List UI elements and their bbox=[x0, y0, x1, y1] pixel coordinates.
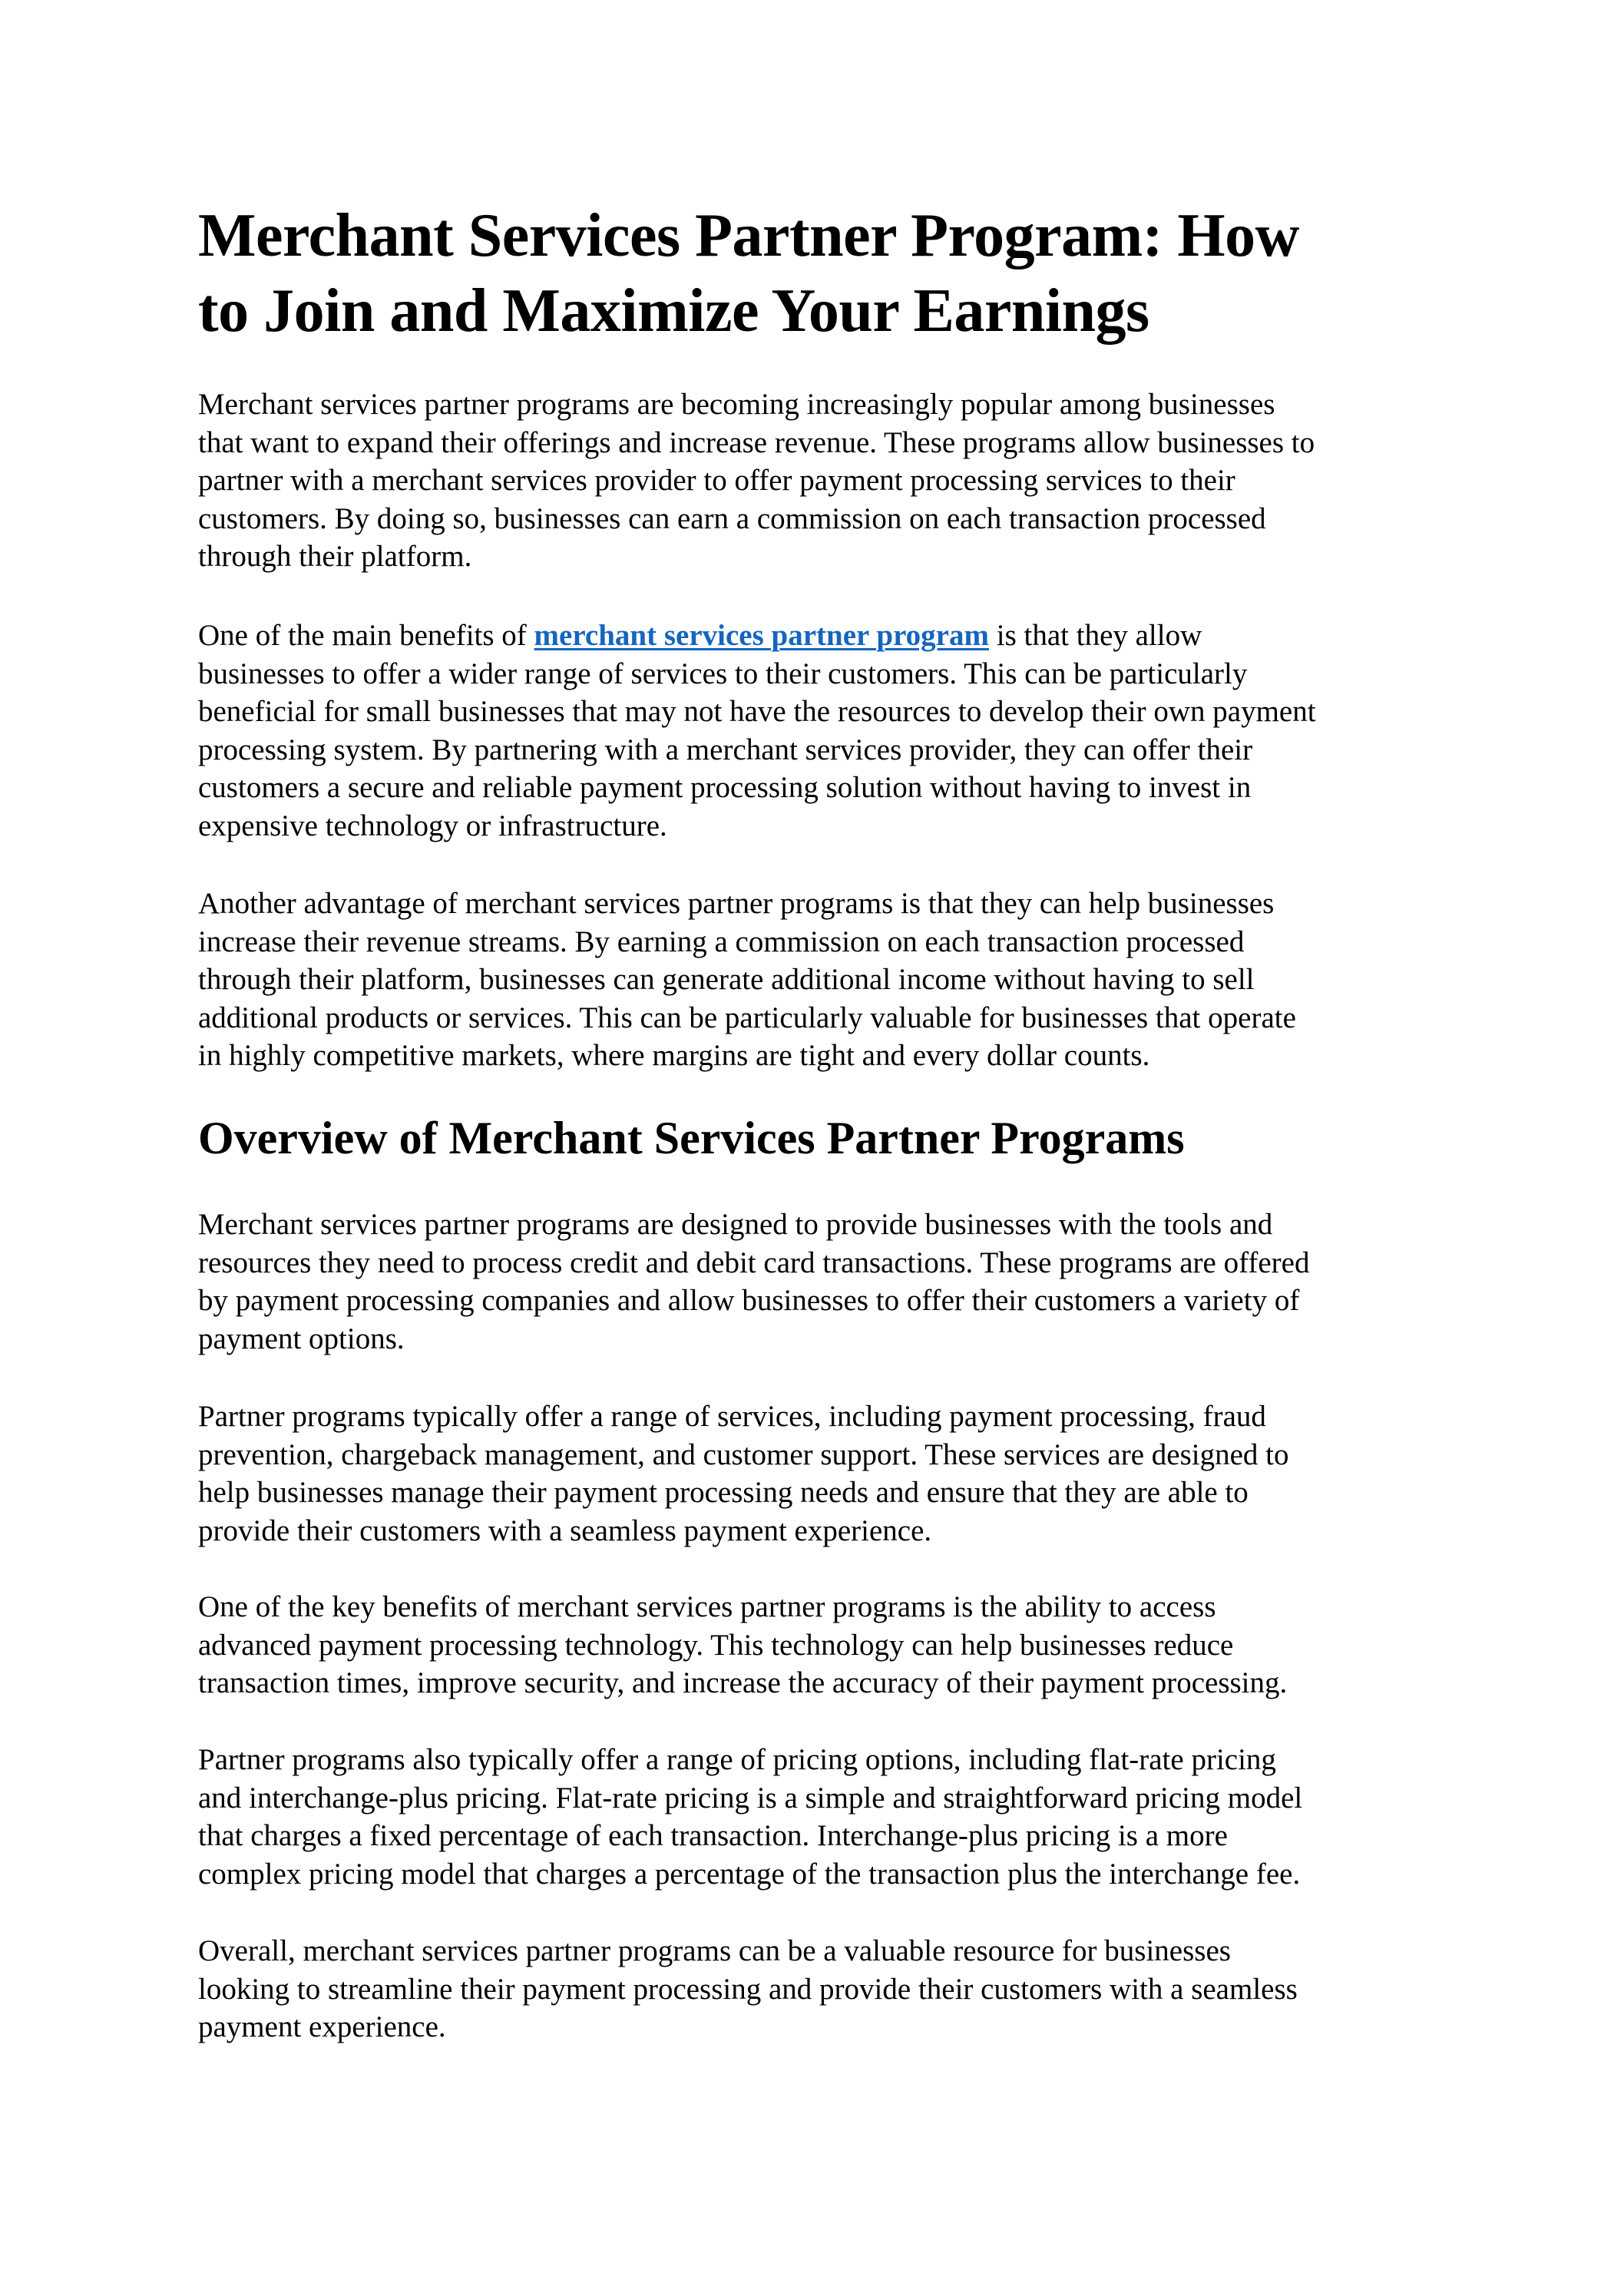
text-line: payment experience. bbox=[198, 2010, 446, 2044]
overview-paragraph-5 bbox=[198, 1932, 1298, 2046]
text-line: beneficial for small businesses that may not have the resources to develop their own payment bbox=[198, 695, 1316, 729]
merchant-services-partner-program-link[interactable]: merchant services partner program bbox=[534, 619, 989, 652]
intro-paragraph-1 bbox=[198, 385, 1315, 576]
text-line: Overall, merchant services partner programs can be a valuable resource for businesses bbox=[198, 1934, 1231, 1967]
text-line: transaction times, improve security, and increase the accuracy of their payment processing. bbox=[198, 1666, 1288, 1700]
text-line: expensive technology or infrastructure. bbox=[198, 809, 667, 842]
text-line: payment options. bbox=[198, 1322, 405, 1355]
section-heading-overview: Overview of Merchant Services Partner Programs bbox=[198, 1113, 1185, 1163]
text-line: customers. By doing so, businesses can earn a commission on each transaction processed bbox=[198, 501, 1266, 535]
text-line: advanced payment processing technology. This technology can help businesses reduce bbox=[198, 1628, 1234, 1662]
text-line: and interchange-plus pricing. Flat-rate pricing is a simple and straightforward pricing model bbox=[198, 1781, 1303, 1815]
text-line: processing system. By partnering with a merchant services provider, they can offer their bbox=[198, 733, 1253, 766]
text-fragment: is that they allow bbox=[988, 619, 1202, 652]
text-line: Partner programs typically offer a range of services, including payment processing, fraud bbox=[198, 1400, 1266, 1433]
text-line: One of the key benefits of merchant services partner programs is the ability to access bbox=[198, 1590, 1216, 1623]
page-title bbox=[198, 198, 1299, 349]
text-line: through their platform. bbox=[198, 540, 472, 574]
intro-paragraph-3 bbox=[198, 885, 1296, 1075]
text-line: that charges a fixed percentage of each transaction. Interchange-plus pricing is a more bbox=[198, 1819, 1228, 1853]
text-line: Another advantage of merchant services partner programs is that they can help businesses bbox=[198, 887, 1275, 920]
overview-paragraph-1 bbox=[198, 1206, 1309, 1358]
text-line: complex pricing model that charges a percentage of the transaction plus the interchange fee. bbox=[198, 1857, 1301, 1891]
text-line: resources they need to process credit and debit card transactions. These programs are offered bbox=[198, 1246, 1310, 1279]
text-line: businesses to offer a wider range of services to their customers. This can be particularly bbox=[198, 657, 1248, 690]
intro-paragraph-2 bbox=[198, 617, 1316, 845]
text-line: increase their revenue streams. By earning a commission on each transaction processed bbox=[198, 925, 1245, 958]
text-fragment: One of the main benefits of bbox=[198, 619, 534, 652]
text-line: provide their customers with a seamless payment experience. bbox=[198, 1514, 932, 1547]
text-line: customers a secure and reliable payment processing solution without having to invest in bbox=[198, 771, 1252, 805]
overview-paragraph-3 bbox=[198, 1588, 1287, 1702]
text-line: additional products or services. This can be particularly valuable for businesses that operate bbox=[198, 1001, 1296, 1034]
text-line: Merchant services partner programs are becoming increasingly popular among businesses bbox=[198, 388, 1275, 421]
text-line: partner with a merchant services provider to offer payment processing services to their bbox=[198, 464, 1235, 498]
text-line bbox=[198, 617, 1316, 655]
overview-paragraph-4 bbox=[198, 1741, 1302, 1893]
text-line: Partner programs also typically offer a range of pricing options, including flat-rate pricing bbox=[198, 1743, 1276, 1776]
text-line: through their platform, businesses can generate additional income without having to sell bbox=[198, 963, 1255, 997]
text-line: in highly competitive markets, where margins are tight and every dollar counts. bbox=[198, 1039, 1150, 1073]
text-line: that want to expand their offerings and increase revenue. These programs allow businesses to bbox=[198, 425, 1315, 459]
title-line: Merchant Services Partner Program: How bbox=[198, 202, 1299, 270]
text-line: Merchant services partner programs are designed to provide businesses with the tools and bbox=[198, 1208, 1273, 1241]
text-line: help businesses manage their payment processing needs and ensure that they are able to bbox=[198, 1476, 1249, 1510]
overview-paragraph-2 bbox=[198, 1398, 1288, 1550]
text-line: by payment processing companies and allow businesses to offer their customers a variety of bbox=[198, 1284, 1300, 1318]
title-line: to Join and Maximize Your Earnings bbox=[198, 277, 1149, 345]
text-line: looking to streamline their payment processing and provide their customers with a seamless bbox=[198, 1972, 1298, 2006]
text-line: prevention, chargeback management, and customer support. These services are designed to bbox=[198, 1437, 1289, 1471]
